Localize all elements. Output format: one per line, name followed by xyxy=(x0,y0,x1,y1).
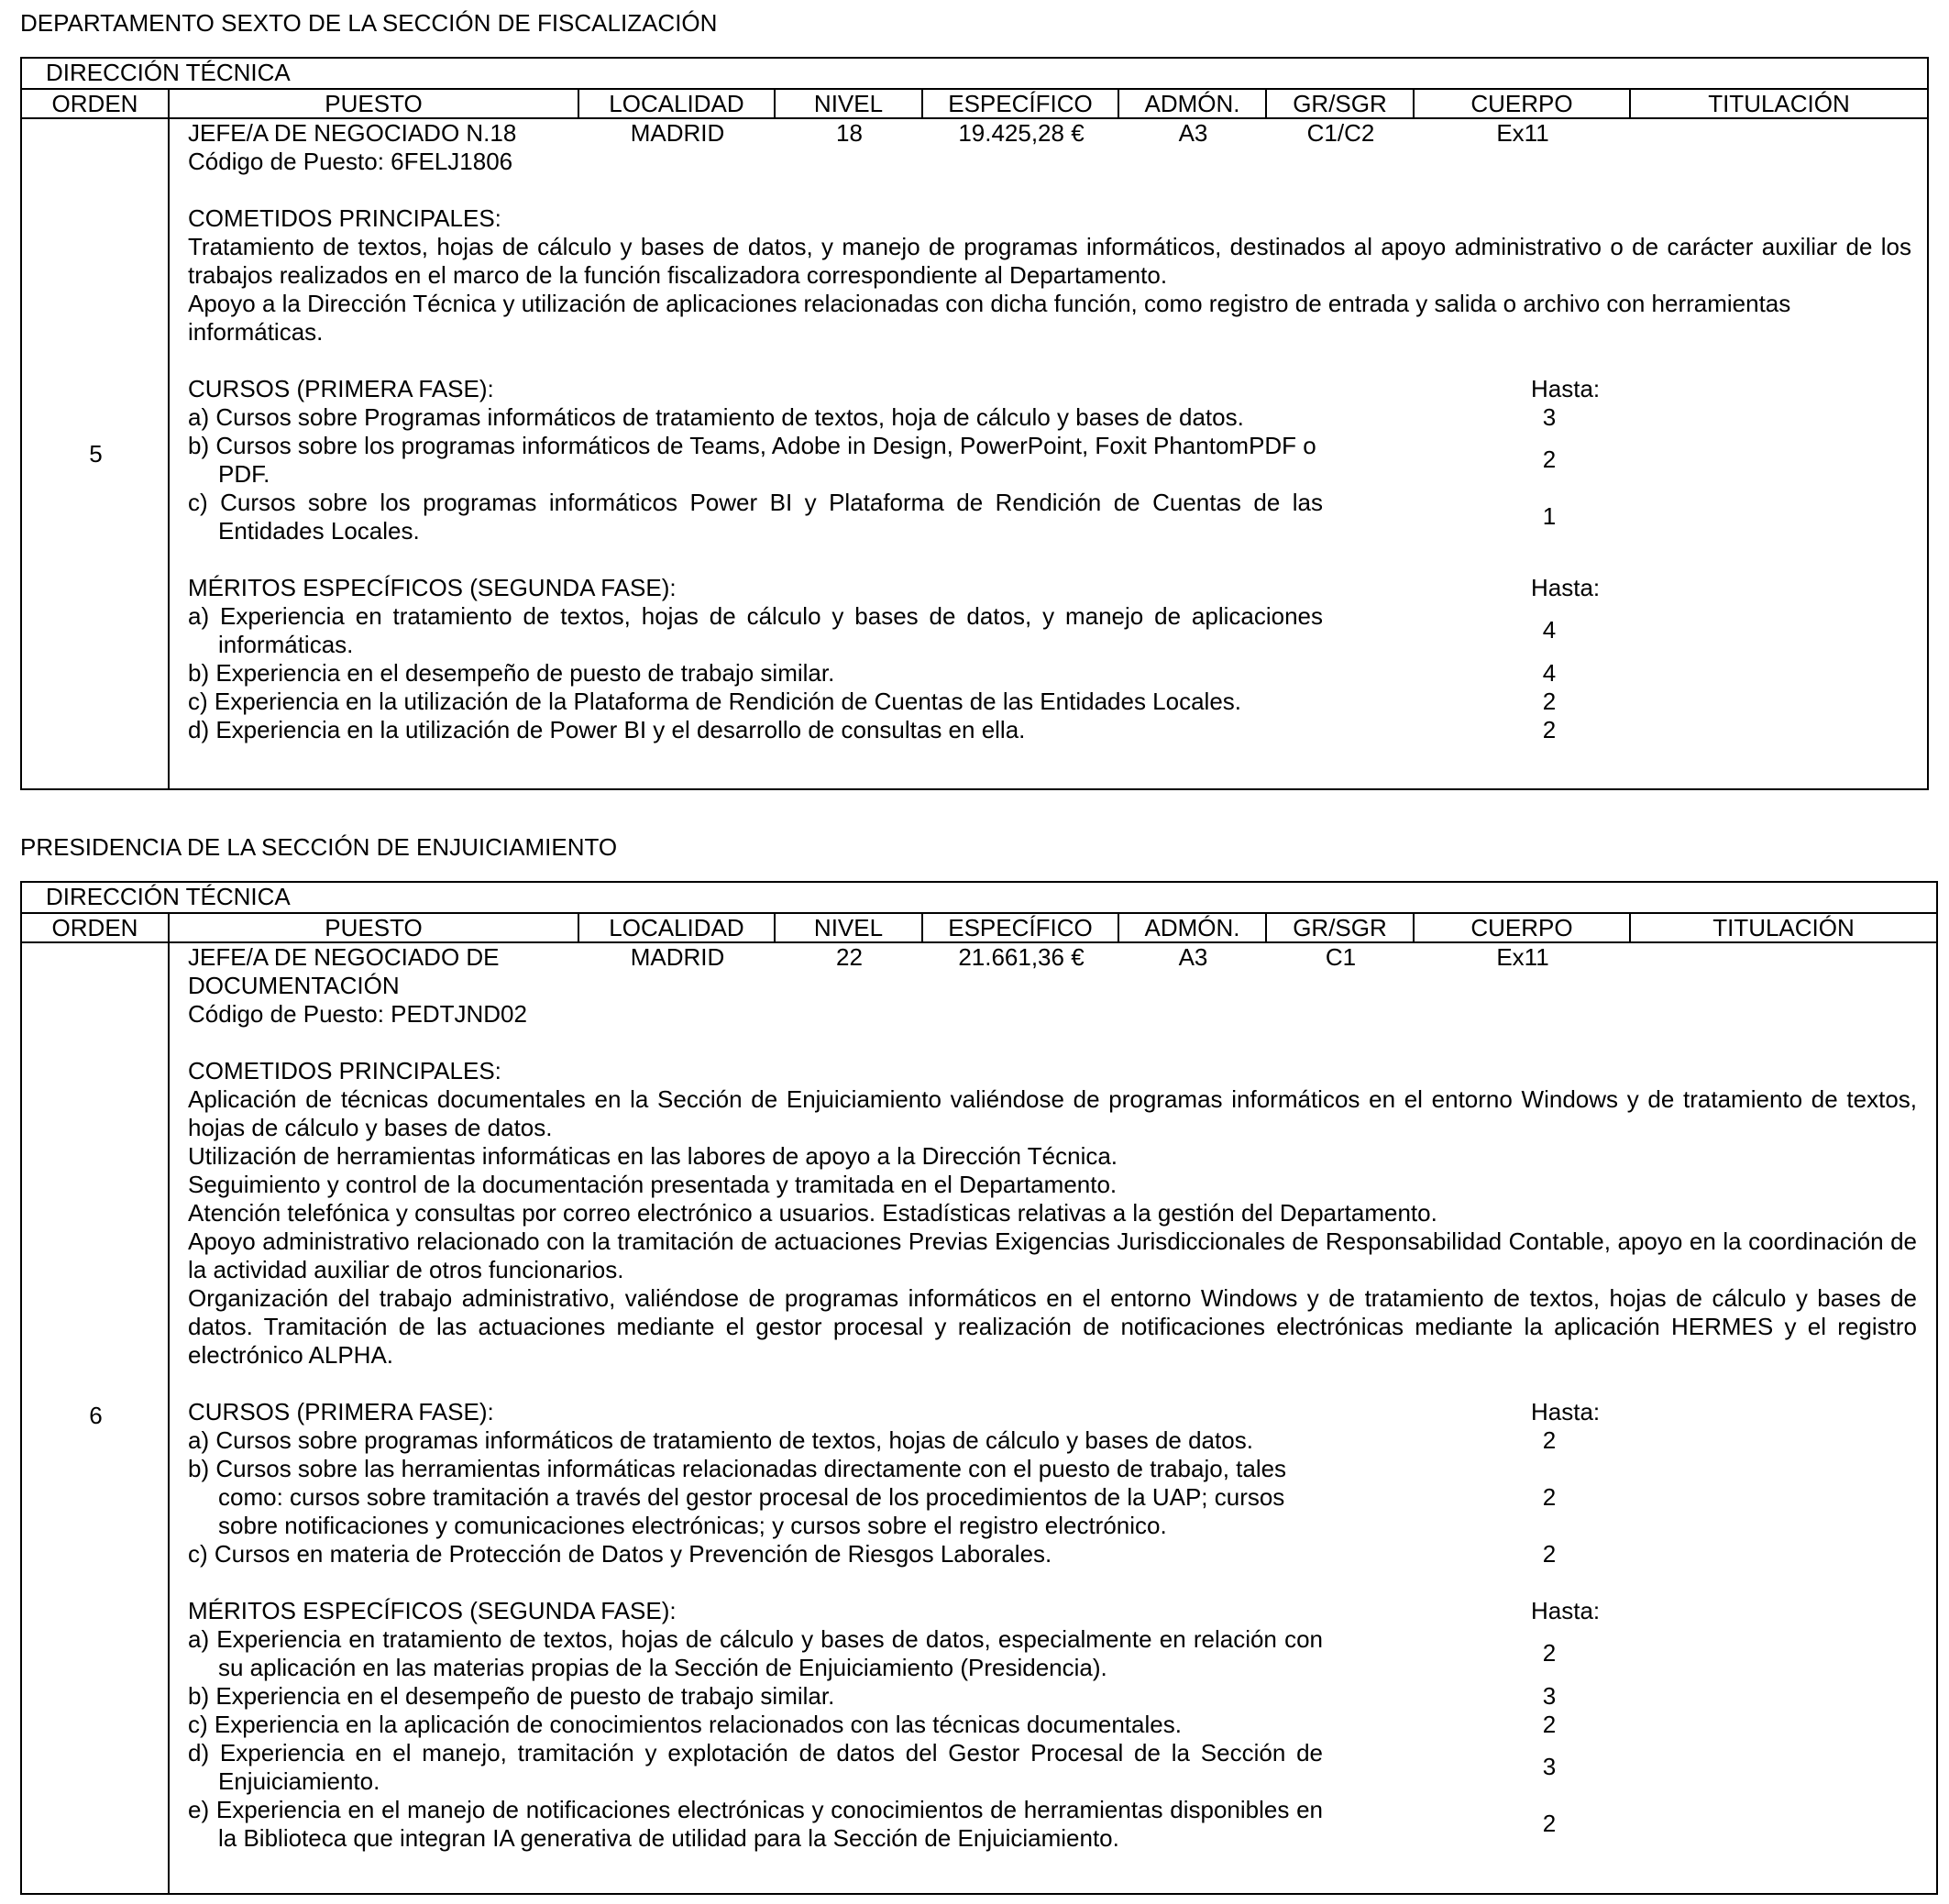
merito-text: e) Experiencia en el manejo de notificaciones electrónicas y conocimientos de herramientas disponibles en la Biblioteca que integran IA generativa de utilidad para la Sección de Enjuiciamiento. xyxy=(188,1796,1323,1852)
puesto-code: Código de Puesto: 6FELJ1806 xyxy=(188,148,513,175)
cometido-item: Apoyo administrativo relacionado con la tramitación de actuaciones Previas Exigencias Jurisdiccionales de Responsabilidad Contable, apoyo en la coordinación de la actividad auxiliar de otros funcionarios. xyxy=(188,1227,1917,1283)
localidad-value: MADRID xyxy=(630,119,725,147)
merito-points: 4 xyxy=(1542,616,1557,644)
curso-item xyxy=(188,1455,1917,1540)
band-row xyxy=(22,59,1927,90)
curso-text: b) Cursos sobre las herramientas informáticas relacionadas directamente con el puesto de trabajo, tales como: cursos sobre tramitación a través del gestor procesal de los procedimientos de la UAP; cursos sobre notificaciones y comunicaciones electrónicas; y cursos sobre el registro electrónico. xyxy=(188,1455,1287,1539)
cursos-heading-row xyxy=(188,375,1911,403)
merito-points: 2 xyxy=(1542,1711,1557,1738)
header-gr-sgr: GR/SGR xyxy=(1267,90,1415,117)
header-titulacion: TITULACIÓN xyxy=(1712,914,1855,941)
cursos-heading-row xyxy=(188,1398,1917,1426)
band-label: DIRECCIÓN TÉCNICA xyxy=(46,59,291,86)
curso-text: b) Cursos sobre los programas informáticos de Teams, Adobe in Design, PowerPoint, Foxit PhantomPDF o PDF. xyxy=(188,432,1316,488)
curso-item xyxy=(188,1426,1917,1455)
merito-points: 3 xyxy=(1542,1753,1557,1780)
header-admon: ADMÓN. xyxy=(1119,90,1267,117)
hasta-label: Hasta: xyxy=(1531,375,1601,402)
merito-item xyxy=(188,716,1911,744)
merito-item xyxy=(188,1711,1917,1739)
cometido-item: Apoyo a la Dirección Técnica y utilización de aplicaciones relacionadas con dicha función, como registro de entrada y salida o archivo con herramientas informáticas. xyxy=(188,290,1791,346)
position-details xyxy=(188,119,1911,744)
puesto-name: JEFE/A DE NEGOCIADO DE xyxy=(188,943,500,971)
curso-points: 2 xyxy=(1542,1426,1557,1454)
cometido-item: Utilización de herramientas informáticas en las labores de apoyo a la Dirección Técnica. xyxy=(188,1142,1118,1170)
curso-points: 2 xyxy=(1542,446,1557,473)
meritos-heading-row xyxy=(188,574,1911,602)
cometido-item: Tratamiento de textos, hojas de cálculo y bases de datos, y manejo de programas informáticos, destinados al apoyo administrativo o de carácter auxiliar de los trabajos realizados en el marco de la función fiscalizadora correspondiente al Departamento. xyxy=(188,233,1911,289)
header-orden: ORDEN xyxy=(22,90,170,117)
header-localidad: LOCALIDAD xyxy=(579,90,776,117)
orden-number: 6 xyxy=(89,1402,103,1429)
merito-points: 2 xyxy=(1542,716,1557,743)
puesto-name: JEFE/A DE NEGOCIADO N.18 xyxy=(188,119,517,147)
admon-value: A3 xyxy=(1178,119,1208,147)
header-puesto: PUESTO xyxy=(170,90,579,117)
curso-text: c) Cursos sobre los programas informáticos Power BI y Plataforma de Rendición de Cuentas de las Entidades Locales. xyxy=(188,489,1323,545)
cuerpo-value: Ex11 xyxy=(1496,119,1549,147)
band-label: DIRECCIÓN TÉCNICA xyxy=(46,883,291,910)
header-orden: ORDEN xyxy=(22,914,170,941)
meritos-heading-row xyxy=(188,1597,1917,1625)
hasta-label: Hasta: xyxy=(1531,1398,1601,1425)
curso-text: a) Cursos sobre Programas informáticos de tratamiento de textos, hoja de cálculo y bases de datos. xyxy=(188,403,1244,431)
header-nivel: NIVEL xyxy=(776,914,923,941)
merito-text: b) Experiencia en el desempeño de puesto de trabajo similar. xyxy=(188,1682,835,1710)
merito-item xyxy=(188,1739,1917,1796)
merito-points: 2 xyxy=(1542,688,1557,715)
curso-points: 3 xyxy=(1542,403,1557,431)
cometidos-heading: COMETIDOS PRINCIPALES: xyxy=(188,204,501,232)
merito-text: b) Experiencia en el desempeño de puesto de trabajo similar. xyxy=(188,659,835,687)
position-table xyxy=(20,57,1929,790)
merito-item xyxy=(188,688,1911,716)
position-details xyxy=(188,943,1917,1853)
curso-points: 1 xyxy=(1542,502,1557,530)
hasta-label: Hasta: xyxy=(1531,1597,1601,1624)
merito-text: a) Experiencia en tratamiento de textos, hojas de cálculo y bases de datos, y manejo de aplicaciones informáticas. xyxy=(188,602,1323,658)
position-table xyxy=(20,881,1938,1895)
cometido-item: Organización del trabajo administrativo, valiéndose de programas informáticos en el entorno Windows y de tratamiento de textos, hojas de cálculo y bases de datos. Tramitación de las actuaciones mediante el gestor procesal y realización de notificaciones electrónicas mediante la aplicación HERMES y el registro electrónico ALPHA. xyxy=(188,1284,1917,1369)
merito-text: a) Experiencia en tratamiento de textos, hojas de cálculo y bases de datos, especialmente en relación con su aplicación en las materias propias de la Sección de Enjuiciamiento (Presidencia). xyxy=(188,1625,1323,1681)
header-row xyxy=(22,90,1927,119)
cursos-heading: CURSOS (PRIMERA FASE): xyxy=(188,1398,494,1425)
header-cuerpo: CUERPO xyxy=(1415,914,1631,941)
cometidos-heading: COMETIDOS PRINCIPALES: xyxy=(188,1057,501,1084)
curso-points: 2 xyxy=(1542,1483,1557,1511)
merito-points: 2 xyxy=(1542,1810,1557,1837)
header-especifico: ESPECÍFICO xyxy=(923,90,1119,117)
section-title: DEPARTAMENTO SEXTO DE LA SECCIÓN DE FISCALIZACIÓN xyxy=(20,9,718,37)
puesto-code: Código de Puesto: PEDTJND02 xyxy=(188,1000,527,1028)
localidad-value: MADRID xyxy=(630,943,725,971)
curso-points: 2 xyxy=(1542,1540,1557,1568)
header-puesto: PUESTO xyxy=(170,914,579,941)
header-row xyxy=(22,914,1936,943)
header-especifico: ESPECÍFICO xyxy=(923,914,1119,941)
merito-item xyxy=(188,1625,1917,1682)
merito-item xyxy=(188,1796,1917,1853)
admon-value: A3 xyxy=(1178,943,1208,971)
merito-text: c) Experiencia en la aplicación de conocimientos relacionados con las técnicas documentales. xyxy=(188,1711,1182,1738)
meritos-heading: MÉRITOS ESPECÍFICOS (SEGUNDA FASE): xyxy=(188,574,677,601)
curso-item xyxy=(188,489,1911,545)
gr-sgr-value: C1 xyxy=(1325,943,1357,971)
header-localidad: LOCALIDAD xyxy=(579,914,776,941)
gr-sgr-value: C1/C2 xyxy=(1306,119,1375,147)
merito-item xyxy=(188,602,1911,659)
puesto-name: DOCUMENTACIÓN xyxy=(188,972,400,999)
hasta-label: Hasta: xyxy=(1531,574,1601,601)
header-gr-sgr: GR/SGR xyxy=(1267,914,1415,941)
cursos-heading: CURSOS (PRIMERA FASE): xyxy=(188,375,494,402)
curso-item xyxy=(188,1540,1917,1568)
merito-points: 4 xyxy=(1542,659,1557,687)
nivel-value: 22 xyxy=(836,943,863,971)
meritos-heading: MÉRITOS ESPECÍFICOS (SEGUNDA FASE): xyxy=(188,1597,677,1624)
merito-text: d) Experiencia en la utilización de Power BI y el desarrollo de consultas en ella. xyxy=(188,716,1026,743)
nivel-value: 18 xyxy=(836,119,863,147)
cometido-item: Seguimiento y control de la documentación presentada y tramitada en el Departamento. xyxy=(188,1171,1118,1198)
cometido-item: Aplicación de técnicas documentales en la Sección de Enjuiciamiento valiéndose de programas informáticos en el entorno Windows y de tratamiento de textos, hojas de cálculo y bases de datos. xyxy=(188,1085,1917,1141)
curso-item xyxy=(188,403,1911,432)
header-admon: ADMÓN. xyxy=(1119,914,1267,941)
especifico-value: 21.661,36 € xyxy=(958,943,1085,971)
header-cuerpo: CUERPO xyxy=(1415,90,1631,117)
cometido-item: Atención telefónica y consultas por correo electrónico a usuarios. Estadísticas relativas a la gestión del Departamento. xyxy=(188,1199,1437,1227)
header-nivel: NIVEL xyxy=(776,90,923,117)
curso-text: a) Cursos sobre programas informáticos de tratamiento de textos, hojas de cálculo y bases de datos. xyxy=(188,1426,1253,1454)
merito-item xyxy=(188,659,1911,688)
header-titulacion: TITULACIÓN xyxy=(1708,90,1850,117)
curso-text: c) Cursos en materia de Protección de Datos y Prevención de Riesgos Laborales. xyxy=(188,1540,1052,1568)
band-row xyxy=(22,883,1936,914)
section-title: PRESIDENCIA DE LA SECCIÓN DE ENJUICIAMIENTO xyxy=(20,833,618,861)
merito-points: 3 xyxy=(1542,1682,1557,1710)
especifico-value: 19.425,28 € xyxy=(958,119,1085,147)
merito-text: c) Experiencia en la utilización de la Plataforma de Rendición de Cuentas de las Entidades Locales. xyxy=(188,688,1242,715)
curso-item xyxy=(188,432,1911,489)
cuerpo-value: Ex11 xyxy=(1496,943,1549,971)
merito-text: d) Experiencia en el manejo, tramitación y explotación de datos del Gestor Procesal de la Sección de Enjuiciamiento. xyxy=(188,1739,1323,1795)
merito-item xyxy=(188,1682,1917,1711)
merito-points: 2 xyxy=(1542,1639,1557,1667)
orden-number: 5 xyxy=(89,440,103,468)
